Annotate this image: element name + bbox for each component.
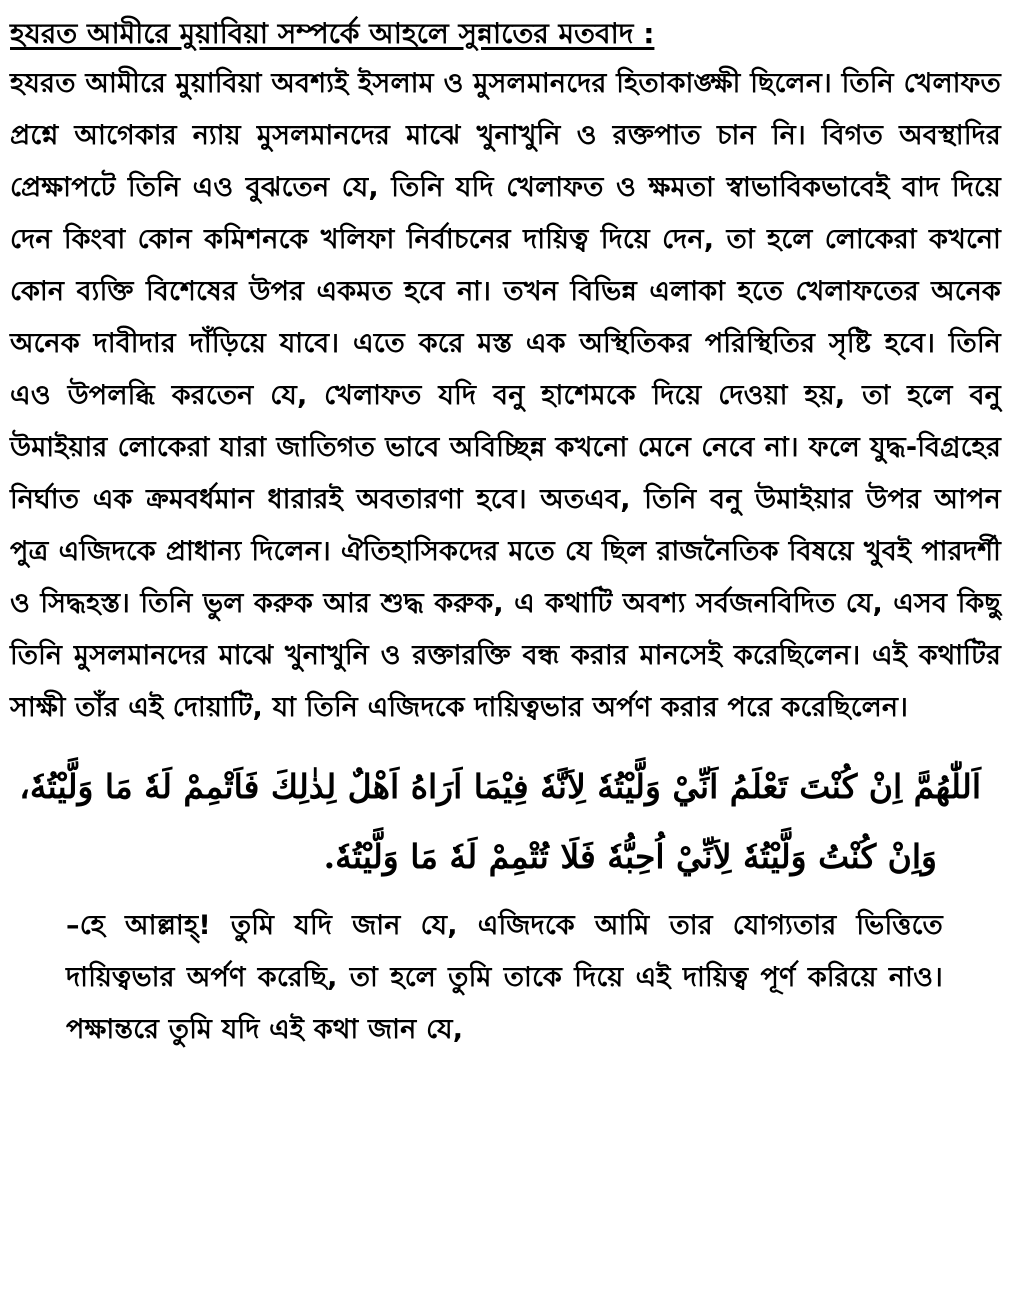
section-heading: হযরত আমীরে মুয়াবিয়া সম্পর্কে আহলে সুন্নাতের মতবাদ :: [10, 17, 655, 50]
arabic-line-1: اَللّٰهُمَّ اِنْ كُنْتَ تَعْلَمُ اَنِّيْ وَلَّيْتُهٗ لِاَنَّهٗ فِيْمَا اَرَاهُ اَهْلٌ لِذٰلِكَ فَاَتْمِمْ لَهٗ مَا وَلَّيْتُهٗ،: [19, 767, 981, 806]
dua-translation: –হে আল্লাহ্! তুমি যদি জান যে, এজিদকে আমি তার যোগ্যতার ভিত্তিতে দায়িত্বভার অর্পণ করেছি, তা হলে তুমি তাকে দিয়ে এই দায়িত্ব পূর্ণ করিয়ে নাও। পক্ষান্তরে তুমি যদি এই কথা জান যে,: [66, 910, 943, 1045]
body-paragraph: হযরত আমীরে মুয়াবিয়া অবশ্যই ইসলাম ও মুসলমানদের হিতাকাঙ্ক্ষী ছিলেন। তিনি খেলাফত প্রশ্নে আগেকার ন্যায় মুসলমানদের মাঝে খুনাখুনি ও রক্তপাত চান নি। বিগত অবস্থাদির প্রেক্ষাপটে তিনি এও বুঝতেন যে, তিনি যদি খেলাফত ও ক্ষমতা স্বাভাবিকভাবেই বাদ দিয়ে দেন কিংবা কোন কমিশনকে খলিফা নির্বাচনের দায়িত্ব দিয়ে দেন, তা হলে লোকেরা কখনো কোন ব্যক্তি বিশেষের উপর একমত হবে না। তখন বিভিন্ন এলাকা হতে খেলাফতের অনেক অনেক দাবীদার দাঁড়িয়ে যাবে। এতে করে মস্ত এক অস্থিতিকর পরিস্থিতির সৃষ্টি হবে। তিনি এও উপলব্ধি করতেন যে, খেলাফত যদি বনু হাশেমকে দিয়ে দেওয়া হয়, তা হলে বনু উমাইয়ার লোকেরা যারা জাতিগত ভাবে অবিচ্ছিন্ন কখনো মেনে নেবে না। ফলে যুদ্ধ-বিগ্রহের নির্ঘাত এক ক্রমবর্ধমান ধারারই অবতারণা হবে। অতএব, তিনি বনু উমাইয়ার উপর আপন পুত্র এজিদকে প্রাধান্য দিলেন। ঐতিহাসিকদের মতে যে ছিল রাজনৈতিক বিষয়ে খুবই পারদর্শী ও সিদ্ধহস্ত। তিনি ভুল করুক আর শুদ্ধ করুক, এ কথাটি অবশ্য সর্বজনবিদিত যে, এসব কিছু তিনি মুসলমানদের মাঝে খুনাখুনি ও রক্তারক্তি বন্ধ করার মানসেই করেছিলেন। এই কথাটির সাক্ষী তাঁর এই দোয়াটি, যা তিনি এজিদকে দায়িত্বভার অর্পণ করার পরে করেছিলেন।: [10, 68, 1001, 723]
arabic-dua: [19, 752, 981, 892]
arabic-line-2: وَاِنْ كُنْتُ وَلَّيْتُهٗ لِاَنِّيْ اُحِبُّهٗ فَلَا تُتْمِمْ لَهٗ مَا وَلَّيْتُهٗ.: [323, 837, 937, 876]
